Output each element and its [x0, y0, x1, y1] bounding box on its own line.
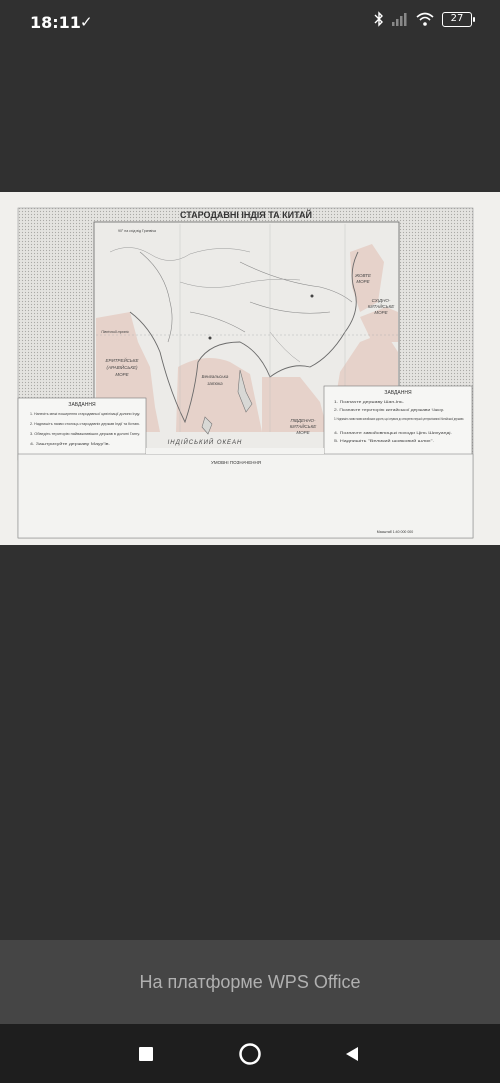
left-task-2: 2. Надпишіть назви столиць стародавніх держав Індії та Китаю. — [30, 422, 141, 426]
indian-ocean-label: ІНДІЙСЬКИЙ ОКЕАН — [167, 440, 243, 446]
yellow-sea-label-2: МОРЕ — [356, 279, 370, 284]
check-icon: ✓ — [80, 13, 93, 31]
right-task-1: 1. Позначте державу Шан-Інь. — [334, 400, 405, 404]
right-tasks-heading: ЗАВДАННЯ — [384, 390, 412, 396]
recent-apps-button[interactable] — [131, 1039, 161, 1069]
left-task-1: 1. Нанесіть межі поширення стародавньої цивілізації долини Інду. — [30, 412, 141, 416]
tropic-label: Північний тропік — [101, 330, 129, 334]
left-task-3: 3. Обведіть територію найважливіших держав в долині Гангу. — [30, 432, 141, 436]
south-china-sea-label-1: ПІВДЕННО- — [290, 418, 316, 423]
legend-title: УМОВНІ ПОЗНАЧЕННЯ — [211, 460, 261, 465]
signal-icon — [392, 12, 408, 26]
south-china-sea-label-2: КИТАЙСЬКЕ — [289, 424, 317, 429]
circle-icon — [238, 1042, 262, 1066]
right-task-5: 5. Надпишіть "Великий шовковий шлях". — [334, 439, 435, 443]
arabian-sea-label-1: ЕРИТРЕЙСЬКЕ — [105, 358, 139, 363]
east-china-sea-label-3: МОРЕ — [374, 310, 388, 315]
map-scale: Масштаб 1:40 000 000 — [376, 530, 414, 534]
left-tasks-heading: ЗАВДАННЯ — [68, 402, 96, 408]
status-bar — [0, 0, 500, 46]
meridian-note: 90° на схід від Гринвіча — [118, 229, 157, 233]
arabian-sea-label-2: (АРАВІЙСЬКЕ) — [106, 365, 138, 370]
navigation-bar — [0, 1024, 500, 1083]
status-icons — [374, 11, 472, 27]
yellow-sea-label-1: ЖОВТЕ — [355, 273, 371, 278]
square-icon — [139, 1047, 153, 1061]
document-viewer[interactable] — [0, 46, 500, 940]
wps-banner[interactable] — [0, 940, 500, 1024]
east-china-sea-label-2: КИТАЙСЬКЕ — [367, 304, 395, 309]
east-china-sea-label-1: СХІДНО- — [371, 298, 391, 303]
battery-icon — [442, 12, 472, 27]
bay-of-bengal-label-1: Бенгальська — [201, 374, 229, 379]
right-task-4: 4. Позначте завойовницькі походи Цінь Шихуанді. — [334, 431, 453, 435]
right-task-2: 2. Позначте територію китайської держави Чжоу. — [334, 408, 445, 412]
wps-banner-text[interactable]: На платформе WPS Office — [139, 972, 361, 992]
south-china-sea-label-3: МОРЕ — [296, 430, 310, 435]
triangle-back-icon — [344, 1046, 360, 1062]
wifi-icon — [416, 12, 434, 26]
document-page[interactable] — [0, 192, 500, 545]
bluetooth-icon — [374, 11, 384, 27]
map-title: СТАРОДАВНІ ІНДІЯ ТА КИТАЙ — [179, 210, 313, 220]
map-image — [0, 192, 500, 545]
battery-level: 27 — [450, 12, 464, 24]
status-time: 18:11 — [30, 13, 81, 32]
left-task-4: 4. Заштрихуйте державу Маур'їв. — [30, 442, 111, 446]
bay-of-bengal-label-2: затока — [207, 381, 223, 386]
back-button[interactable] — [337, 1039, 367, 1069]
home-button[interactable] — [235, 1039, 265, 1069]
right-task-3: 3. Надпишіть назви назви китайських царств, що існували до створення першої централізованої Китайської держави. — [334, 417, 465, 421]
arabian-sea-label-3: МОРЕ — [115, 372, 129, 377]
